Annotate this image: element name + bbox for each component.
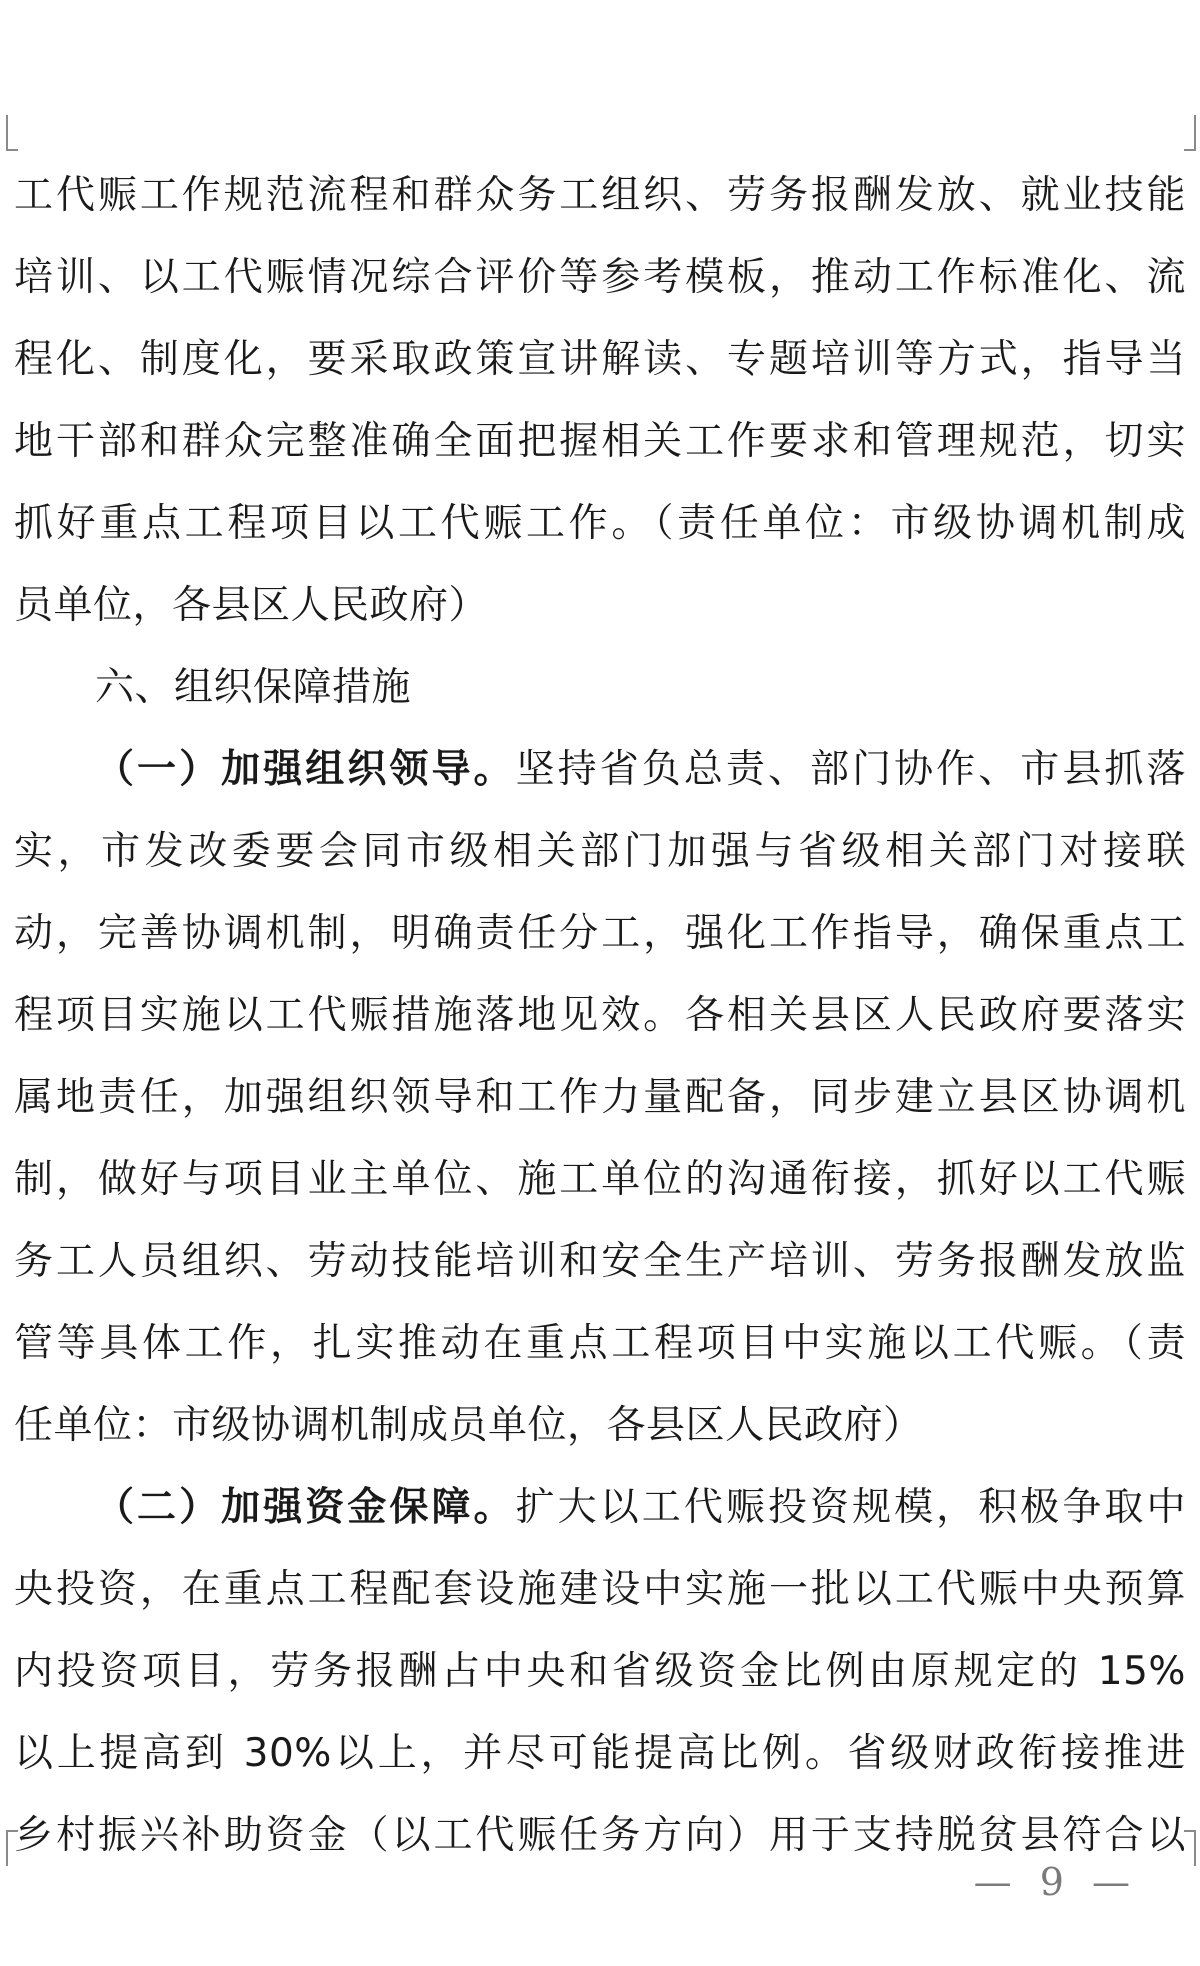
text-line: 动，完善协调机制，明确责任分工，强化工作指导，确保重点工 [14, 911, 1186, 956]
page-number-text: — 9 — [973, 1860, 1138, 1904]
text-line: 内投资项目，劳务报酬占中央和省级资金比例由原规定的 15% [14, 1649, 1186, 1694]
crop-mark-top-right [1184, 115, 1196, 151]
subsection-title: （二）加强资金保障。 [95, 1485, 516, 1530]
text-line: 以上提高到 30%以上，并尽可能提高比例。省级财政衔接推进 [14, 1731, 1186, 1776]
text-line: 培训、以工代赈情况综合评价等参考模板，推动工作标准化、流 [14, 255, 1186, 300]
text-line: 工代赈工作规范流程和群众务工组织、劳务报酬发放、就业技能 [14, 173, 1186, 218]
text-line: 管等具体工作，扎实推动在重点工程项目中实施以工代赈。（责 [14, 1321, 1186, 1366]
text-line: 制，做好与项目业主单位、施工单位的沟通衔接，抓好以工代赈 [14, 1157, 1186, 1202]
paragraph-first-line [14, 1467, 1186, 1549]
text-line: 任单位：市级协调机制成员单位，各县区人民政府） [14, 1403, 923, 1448]
subsection-title: （一）加强组织领导。 [95, 747, 516, 792]
text-line: 属地责任，加强组织领导和工作力量配备，同步建立县区协调机 [14, 1075, 1186, 1120]
text-line: 程项目实施以工代赈措施落地见效。各相关县区人民政府要落实 [14, 993, 1186, 1038]
section-heading: 六、组织保障措施 [95, 665, 412, 710]
text-line: 抓好重点工程项目以工代赈工作。（责任单位：市级协调机制成 [14, 501, 1186, 546]
paragraph-first-line [14, 729, 1186, 811]
text-line: 实，市发改委要会同市级相关部门加强与省级相关部门对接联 [14, 829, 1186, 874]
text-line: 务工人员组织、劳动技能培训和安全生产培训、劳务报酬发放监 [14, 1239, 1186, 1284]
text-line: 地干部和群众完整准确全面把握相关工作要求和管理规范，切实 [14, 419, 1186, 464]
text-segment: 坚持省负总责、部门协作、市县抓落 [515, 747, 1186, 792]
text-line: 员单位，各县区人民政府） [14, 583, 489, 628]
document-body [14, 155, 1186, 1877]
text-line: 央投资，在重点工程配套设施建设中实施一批以工代赈中央预算 [14, 1567, 1186, 1612]
crop-mark-top-left [6, 115, 18, 151]
text-line: 程化、制度化，要采取政策宣讲解读、专题培训等方式，指导当 [14, 337, 1186, 382]
text-line: 乡村振兴补助资金（以工代赈任务方向）用于支持脱贫县符合以 [14, 1813, 1186, 1858]
text-segment: 扩大以工代赈投资规模，积极争取中 [515, 1485, 1186, 1530]
